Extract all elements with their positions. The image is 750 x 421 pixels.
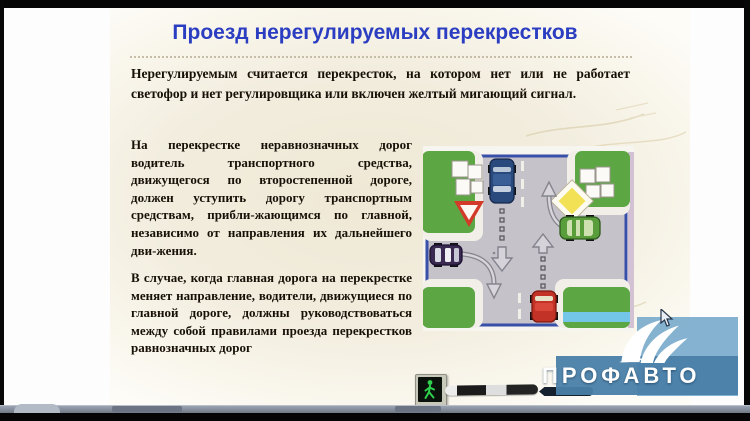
brand-logo-text: ПРОФАВТО: [542, 363, 701, 388]
taskbar-segment: [112, 406, 182, 412]
left-black-edge: [0, 0, 4, 410]
rule-paragraph-main-road-turn: В случае, когда главная дорога на перекрестке меняет направление, водители, движущиеся по главной дороге, должны руководствоваться между собой правилами проезда перекрестков равнозначных дорог: [131, 270, 412, 356]
green-car: [560, 215, 600, 241]
corner-bottom-left: [423, 279, 483, 328]
red-car: [530, 291, 558, 322]
bottom-black-bar: [0, 413, 750, 421]
green-walking-man-icon: [418, 377, 442, 402]
taskbar-bump: [14, 404, 60, 413]
rule-paragraph-unequal-roads: На перекрестке неравнозначных дорог водитель транспортного средства, движущегося по второстепенной дороге, должен уступить дорогу транспортным средствам, прибли-жающимся по главной, независимо от направления их дальнейшего дви-жения.: [131, 137, 412, 258]
intersection-diagram-image: [423, 146, 634, 331]
wing-logo-icon: [616, 318, 690, 364]
pen-photo-1: [445, 384, 538, 395]
taskbar-segment: [395, 406, 441, 412]
purple-car: [430, 243, 462, 267]
right-black-edge: [744, 0, 750, 410]
pedestrian-signal-icon: [415, 374, 447, 407]
slide-title: Проезд нерегулируемых перекрестков: [172, 21, 578, 44]
title-divider: [130, 56, 632, 58]
blue-car: [488, 159, 516, 203]
top-black-bar: [0, 0, 750, 8]
intro-paragraph: Нерегулируемым считается перекресток, на котором нет или не работает светофор и нет регулировщика или включен желтый мигающий сигнал.: [131, 66, 630, 101]
mouse-cursor-icon: [660, 309, 674, 327]
